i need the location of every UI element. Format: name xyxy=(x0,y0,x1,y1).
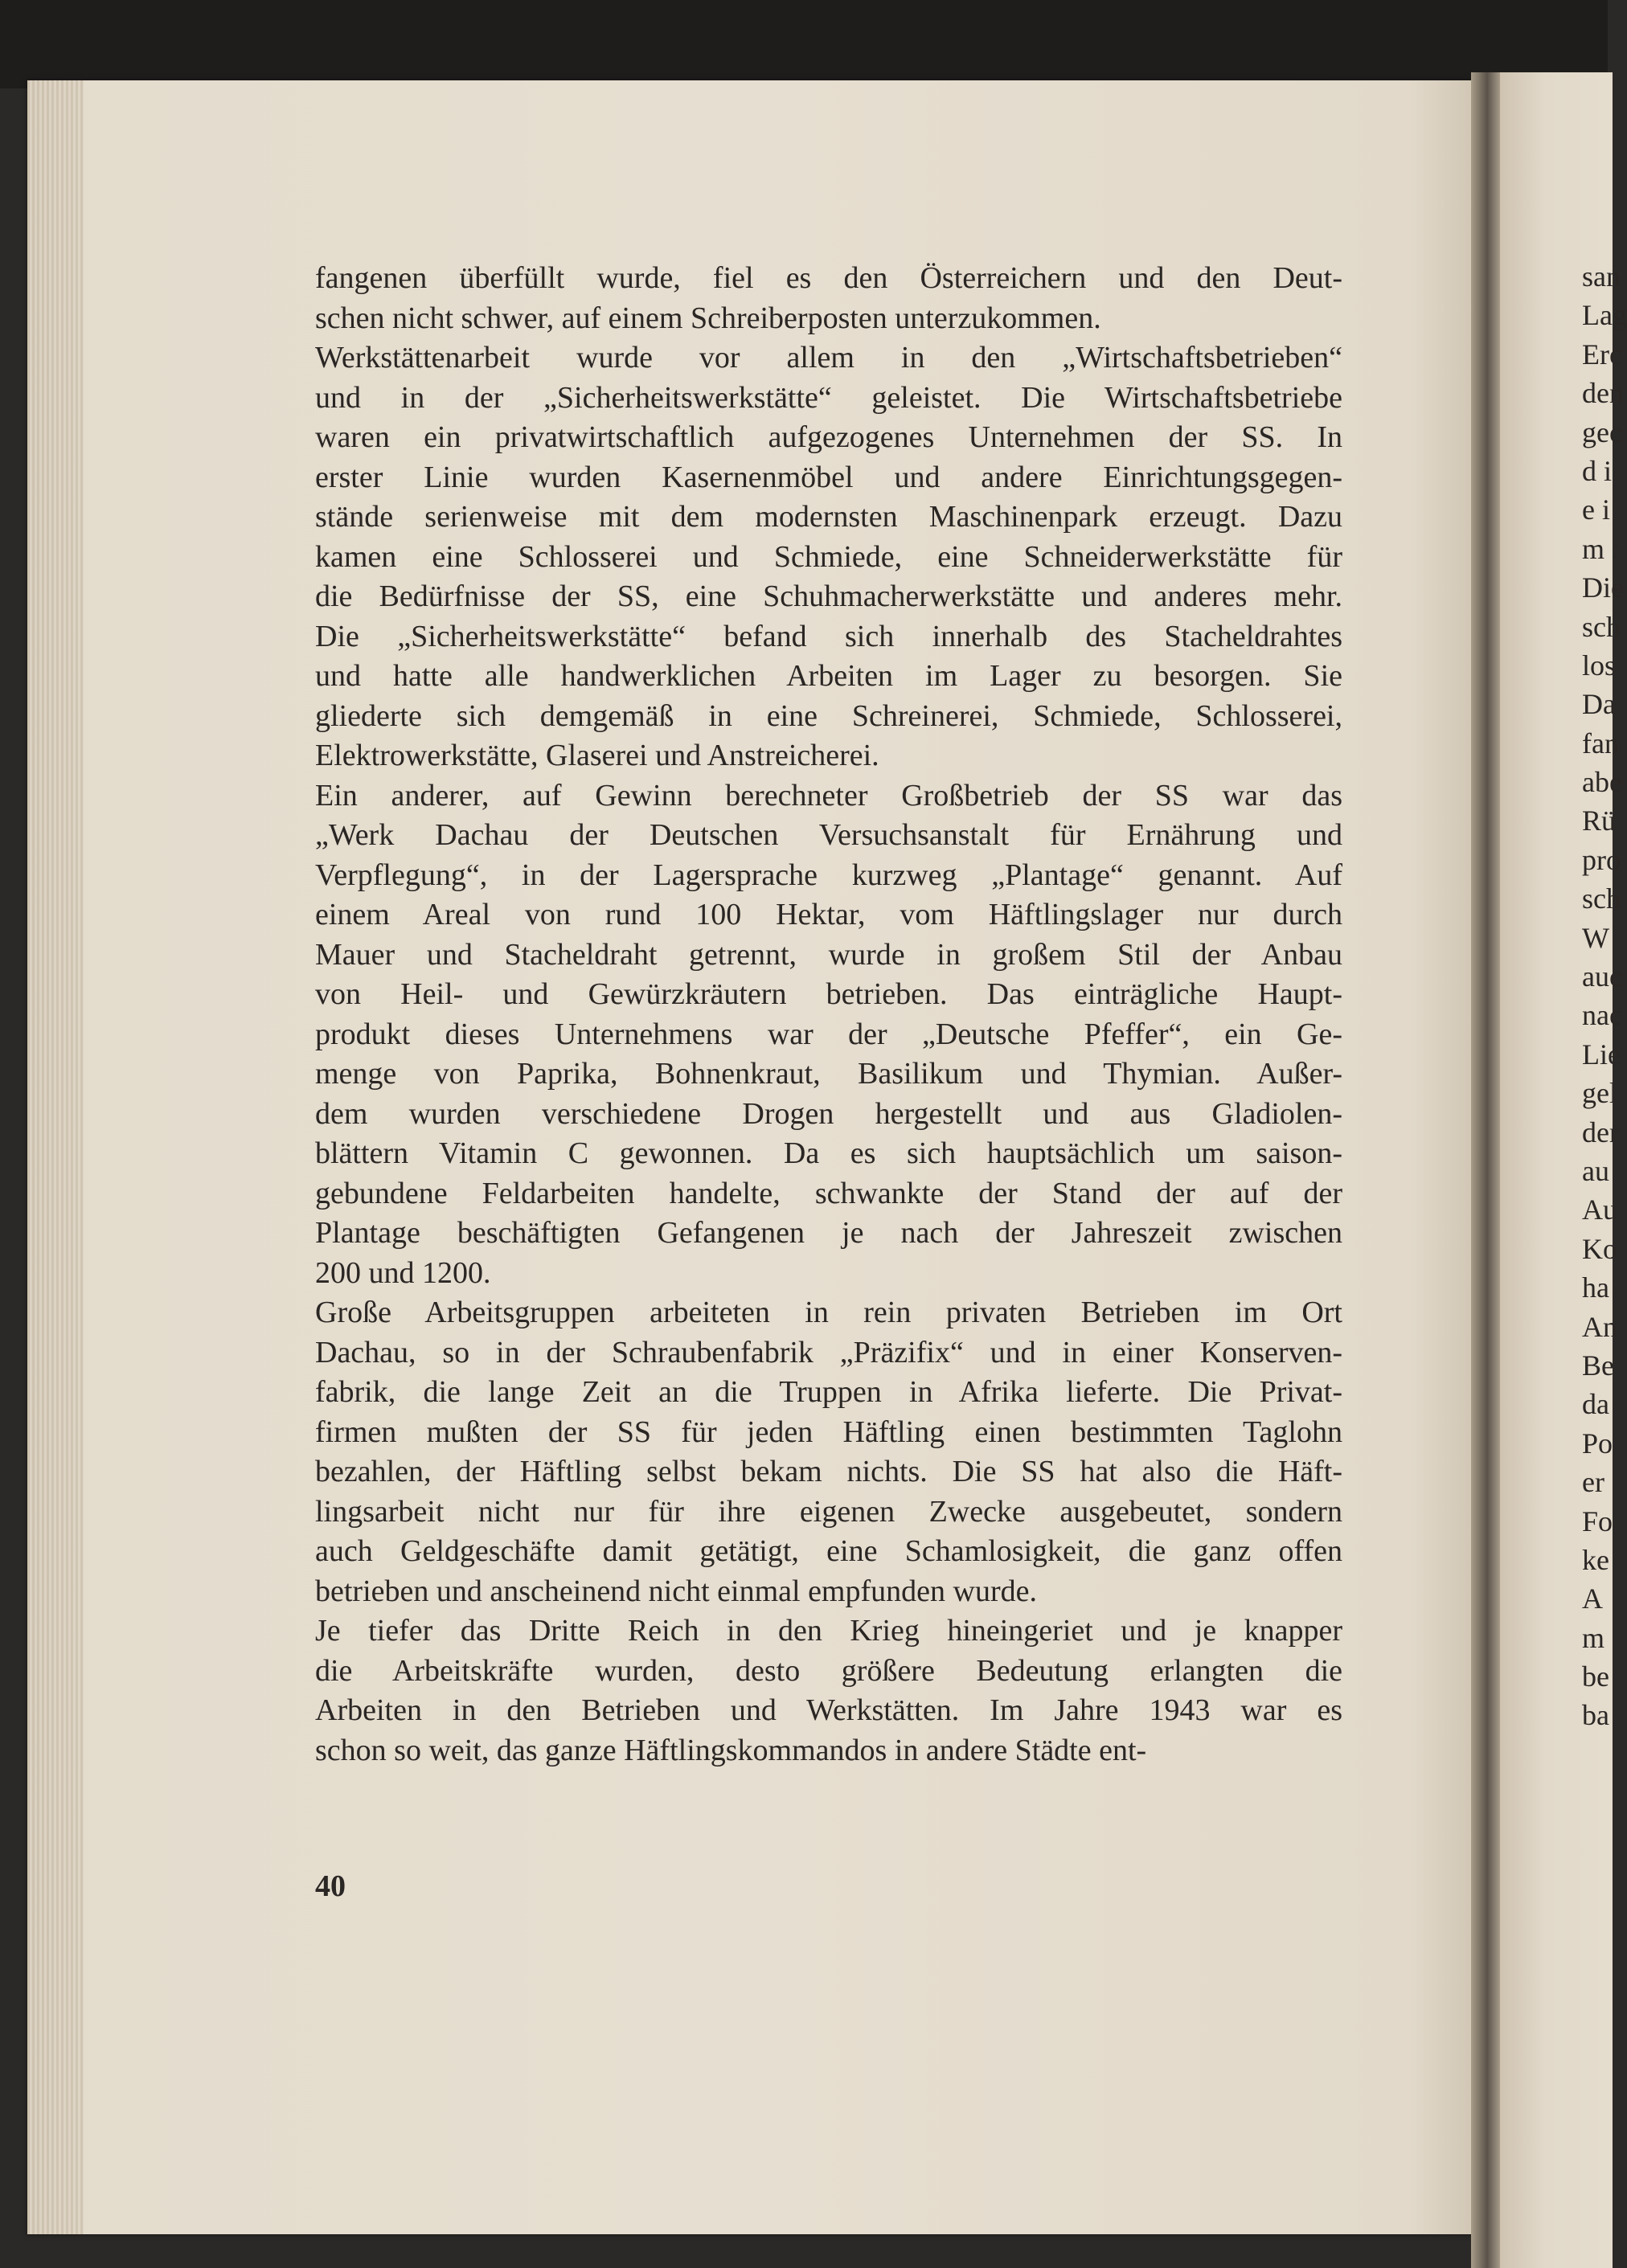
facing-page-line-fragment: Die xyxy=(1582,571,1624,604)
facing-page-line-fragment: gel xyxy=(1582,1077,1617,1110)
facing-page-line-fragment: nac xyxy=(1582,999,1622,1032)
text-line: lingsarbeit nicht nur für ihre eigenen Zwecke ausgebeutet, sondern xyxy=(315,1494,1342,1529)
text-line: Werkstättenarbeit wurde vor allem in den „Wirtschaftsbetrieben“ xyxy=(315,341,1342,375)
text-line: kamen eine Schlosserei und Schmiede, eine Schneiderwerkstätte für xyxy=(315,539,1342,574)
facing-page-line-fragment: da xyxy=(1582,1388,1609,1421)
text-line: erster Linie wurden Kasernenmöbel und andere Einrichtungsgegen- xyxy=(315,460,1342,494)
facing-page-line-fragment: W xyxy=(1582,921,1609,954)
page-edges xyxy=(27,80,84,2234)
facing-page-line-fragment: ke xyxy=(1582,1543,1609,1576)
text-line: Mauer und Stacheldraht getrennt, wurde in großem Stil der Anbau xyxy=(315,937,1342,972)
facing-page-line-fragment: Lag xyxy=(1582,299,1627,332)
paragraph xyxy=(315,1611,1342,1771)
facing-page-line-fragment: Rü xyxy=(1582,804,1617,837)
facing-page-line-fragment: abe xyxy=(1582,766,1622,799)
book-gutter xyxy=(1471,72,1503,2268)
text-line: menge von Paprika, Bohnenkraut, Basilikum und Thymian. Außer- xyxy=(315,1057,1342,1091)
scan-background xyxy=(0,0,1608,88)
text-line: auch Geldgeschäfte damit getätigt, eine Schamlosigkeit, die ganz offen xyxy=(315,1534,1342,1568)
facing-page-line-fragment: e i xyxy=(1582,493,1610,526)
facing-page-line-fragment: er xyxy=(1582,1466,1604,1499)
facing-page-line-fragment: pro xyxy=(1582,843,1621,876)
paragraph xyxy=(315,776,1342,1294)
facing-page-line-fragment: fan xyxy=(1582,727,1619,759)
facing-page-line-fragment: An xyxy=(1582,1310,1617,1343)
text-line: einem Areal von rund 100 Hektar, vom Häftlingslager nur durch xyxy=(315,898,1342,931)
text-line: stände serienweise mit dem modernsten Maschinenpark erzeugt. Dazu xyxy=(315,500,1342,534)
facing-page-line-fragment: m : xyxy=(1582,532,1621,565)
text-line: Elektrowerkstätte, Glaserei und Anstreicherei. xyxy=(315,739,879,772)
text-line: blättern Vitamin C gewonnen. Da es sich hauptsächlich um saison- xyxy=(315,1136,1342,1170)
body-text xyxy=(315,259,1342,1771)
text-line: fangenen überfüllt wurde, fiel es den Österreichern und den Deut- xyxy=(315,261,1342,295)
facing-page-line-fragment: Lie xyxy=(1582,1038,1621,1071)
text-line: betrieben und anscheinend nicht einmal empfunden wurde. xyxy=(315,1574,1037,1608)
text-line: und in der „Sicherheitswerkstätte“ geleistet. Die Wirtschaftsbetriebe xyxy=(315,380,1342,415)
text-line: Arbeiten in den Betrieben und Werkstätten. Im Jahre 1943 war es xyxy=(315,1693,1342,1727)
text-line: gebundene Feldarbeiten handelte, schwankte der Stand der auf der xyxy=(315,1176,1342,1210)
facing-page-line-fragment: Be xyxy=(1582,1349,1614,1382)
facing-page-line-fragment: A xyxy=(1582,1582,1603,1615)
facing-page-line-fragment: ha xyxy=(1582,1271,1609,1304)
text-line: fabrik, die lange Zeit an die Truppen in Afrika lieferte. Die Privat- xyxy=(315,1375,1342,1409)
facing-page-line-fragment: der xyxy=(1582,1116,1619,1148)
facing-page-line-fragment: Fo xyxy=(1582,1504,1613,1537)
text-line: Ein anderer, auf Gewinn berechneter Großbetrieb der SS war das xyxy=(315,778,1342,813)
text-line: firmen mußten der SS für jeden Häftling einen bestimmten Taglohn xyxy=(315,1414,1342,1449)
page-number: 40 xyxy=(315,1869,346,1903)
text-line: Je tiefer das Dritte Reich in den Krieg hineingeriet und je knapper xyxy=(315,1614,1342,1648)
facing-page-line-fragment: d i xyxy=(1582,454,1613,487)
facing-page-line-fragment: sch xyxy=(1582,610,1621,643)
text-line: Dachau, so in der Schraubenfabrik „Präzifix“ und in einer Konserven- xyxy=(315,1335,1342,1369)
text-line: und hatte alle handwerklichen Arbeiten im Lager zu besorgen. Sie xyxy=(315,659,1342,693)
text-line: Plantage beschäftigten Gefangenen je nach der Jahreszeit zwischen xyxy=(315,1216,1342,1250)
text-line: dem wurden verschiedene Drogen hergestellt und aus Gladiolen- xyxy=(315,1096,1342,1131)
facing-page-line-fragment: Erc xyxy=(1582,338,1622,370)
facing-page-line-fragment: m xyxy=(1582,1621,1605,1654)
facing-page-line-fragment: san xyxy=(1582,260,1621,293)
text-line: bezahlen, der Häftling selbst bekam nichts. Die SS hat also die Häft- xyxy=(315,1455,1342,1488)
facing-page-line-fragment: auc xyxy=(1582,960,1622,993)
facing-page-line-fragment: be xyxy=(1582,1660,1609,1693)
paragraph xyxy=(315,338,1342,776)
facing-page-line-fragment: los xyxy=(1582,649,1617,682)
text-line: waren ein privatwirtschaftlich aufgezogenes Unternehmen der SS. In xyxy=(315,420,1342,454)
text-line: Die „Sicherheitswerkstätte“ befand sich innerhalb des Stacheldrahtes xyxy=(315,619,1342,653)
facing-page-line-fragment: gec xyxy=(1582,416,1622,448)
facing-page-line-fragment: Da xyxy=(1582,688,1616,721)
facing-page-line-fragment: Au xyxy=(1582,1193,1617,1226)
text-line: die Bedürfnisse der SS, eine Schuhmacherwerkstätte und anderes mehr. xyxy=(315,579,1342,613)
facing-page-line-fragment: Po xyxy=(1582,1427,1613,1459)
text-line: 200 und 1200. xyxy=(315,1255,491,1290)
facing-page-fragments xyxy=(1582,257,1627,1735)
facing-page-line-fragment: Ko xyxy=(1582,1232,1617,1265)
text-line: Große Arbeitsgruppen arbeiteten in rein privaten Betrieben im Ort xyxy=(315,1296,1342,1329)
text-line: Verpflegung“, in der Lagersprache kurzweg „Plantage“ genannt. Auf xyxy=(315,858,1342,892)
text-line: schon so weit, das ganze Häftlingskommandos in andere Städte ent- xyxy=(315,1733,1147,1767)
text-line: produkt dieses Unternehmens war der „Deutsche Pfeffer“, ein Ge- xyxy=(315,1017,1342,1051)
text-line: gliederte sich demgemäß in eine Schreinerei, Schmiede, Schlosserei, xyxy=(315,698,1342,733)
facing-page-line-fragment: au xyxy=(1582,1154,1609,1187)
facing-page-line-fragment: ba xyxy=(1582,1699,1609,1732)
paragraph xyxy=(315,1293,1342,1611)
text-line: „Werk Dachau der Deutschen Versuchsanstalt für Ernährung und xyxy=(315,818,1342,852)
text-line: die Arbeitskräfte wurden, desto größere Bedeutung erlangten die xyxy=(315,1653,1342,1688)
facing-page-line-fragment: sch xyxy=(1582,882,1621,915)
paragraph xyxy=(315,259,1342,338)
text-line: schen nicht schwer, auf einem Schreiberposten unterzukommen. xyxy=(315,301,1101,335)
text-line: von Heil- und Gewürzkräutern betrieben. Das einträgliche Haupt- xyxy=(315,977,1342,1011)
facing-page-line-fragment: den xyxy=(1582,377,1624,410)
